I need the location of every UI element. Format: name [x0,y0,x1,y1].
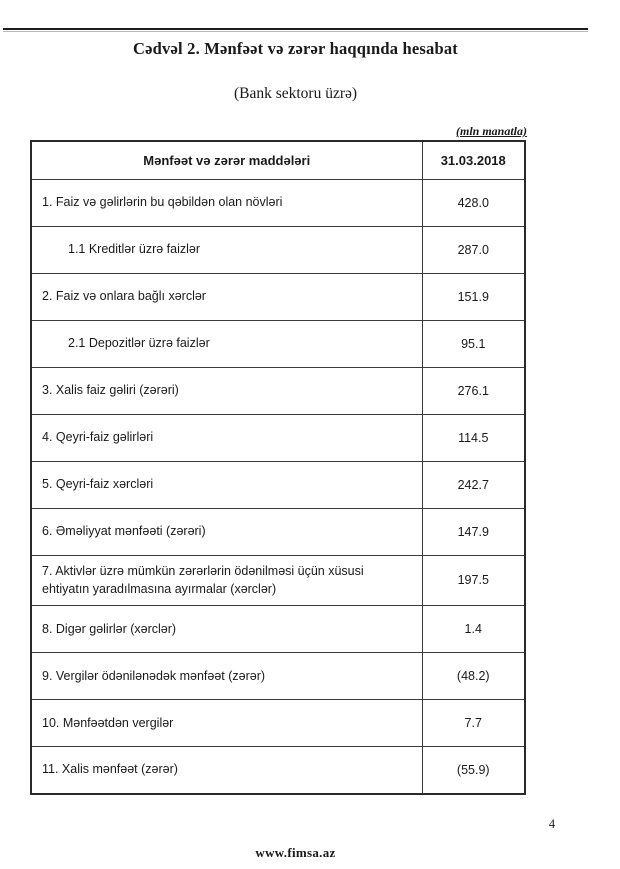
page-subtitle: (Bank sektoru üzrə) [233,85,358,102]
row-label: 3. Xalis faiz gəliri (zərəri) [31,367,422,414]
row-value: 114.5 [422,414,525,461]
table-body [31,179,525,794]
column-header-date: 31.03.2018 [422,141,525,179]
unit-note: (mln manatla) [455,124,527,138]
row-label: 5. Qeyri-faiz xərcləri [31,461,422,508]
row-label: 11. Xalis mənfəət (zərər) [31,747,422,794]
table-row [31,226,525,273]
header-rule [3,28,588,32]
table-row [31,179,525,226]
row-value: 287.0 [422,226,525,273]
table-row [31,508,525,555]
table-row [31,273,525,320]
row-label: 10. Mənfəətdən vergilər [31,700,422,747]
table-row [31,367,525,414]
table-row [31,320,525,367]
table-row [31,700,525,747]
row-value: 242.7 [422,461,525,508]
table-row [31,653,525,700]
row-label: 2.1 Depozitlər üzrə faizlər [31,320,422,367]
row-value: 147.9 [422,508,525,555]
page-title: Cədvəl 2. Mənfəət və zərər haqqında hesabat [133,39,458,58]
row-value: 1.4 [422,606,525,653]
footer-url: www.fimsa.az [255,845,336,860]
row-label: 4. Qeyri-faiz gəlirləri [31,414,422,461]
table-row [31,606,525,653]
row-label: 9. Vergilər ödənilənədək mənfəət (zərər) [31,653,422,700]
table-row [31,414,525,461]
document-page [3,0,588,795]
row-value: 197.5 [422,555,525,606]
table-row [31,555,525,606]
table-row [31,747,525,794]
row-value: 428.0 [422,179,525,226]
row-value: 276.1 [422,367,525,414]
page-number: 4 [548,817,556,831]
table-row [31,461,525,508]
row-value: 95.1 [422,320,525,367]
row-value: (48.2) [422,653,525,700]
profit-loss-table [30,140,526,795]
table-header-row [31,141,525,179]
column-header-items: Mənfəət və zərər maddələri [31,141,422,179]
row-value: 151.9 [422,273,525,320]
row-label: 6. Əməliyyat mənfəəti (zərəri) [31,508,422,555]
row-label: 1.1 Kreditlər üzrə faizlər [31,226,422,273]
row-value: (55.9) [422,747,525,794]
row-label: 2. Faiz və onlara bağlı xərclər [31,273,422,320]
row-label: 7. Aktivlər üzrə mümkün zərərlərin ödənilməsi üçün xüsusi ehtiyatın yaradılmasına ayırmalar (xərclər) [31,555,422,606]
row-label: 1. Faiz və gəlirlərin bu qəbildən olan növləri [31,179,422,226]
row-label: 8. Digər gəlirlər (xərclər) [31,606,422,653]
row-value: 7.7 [422,700,525,747]
